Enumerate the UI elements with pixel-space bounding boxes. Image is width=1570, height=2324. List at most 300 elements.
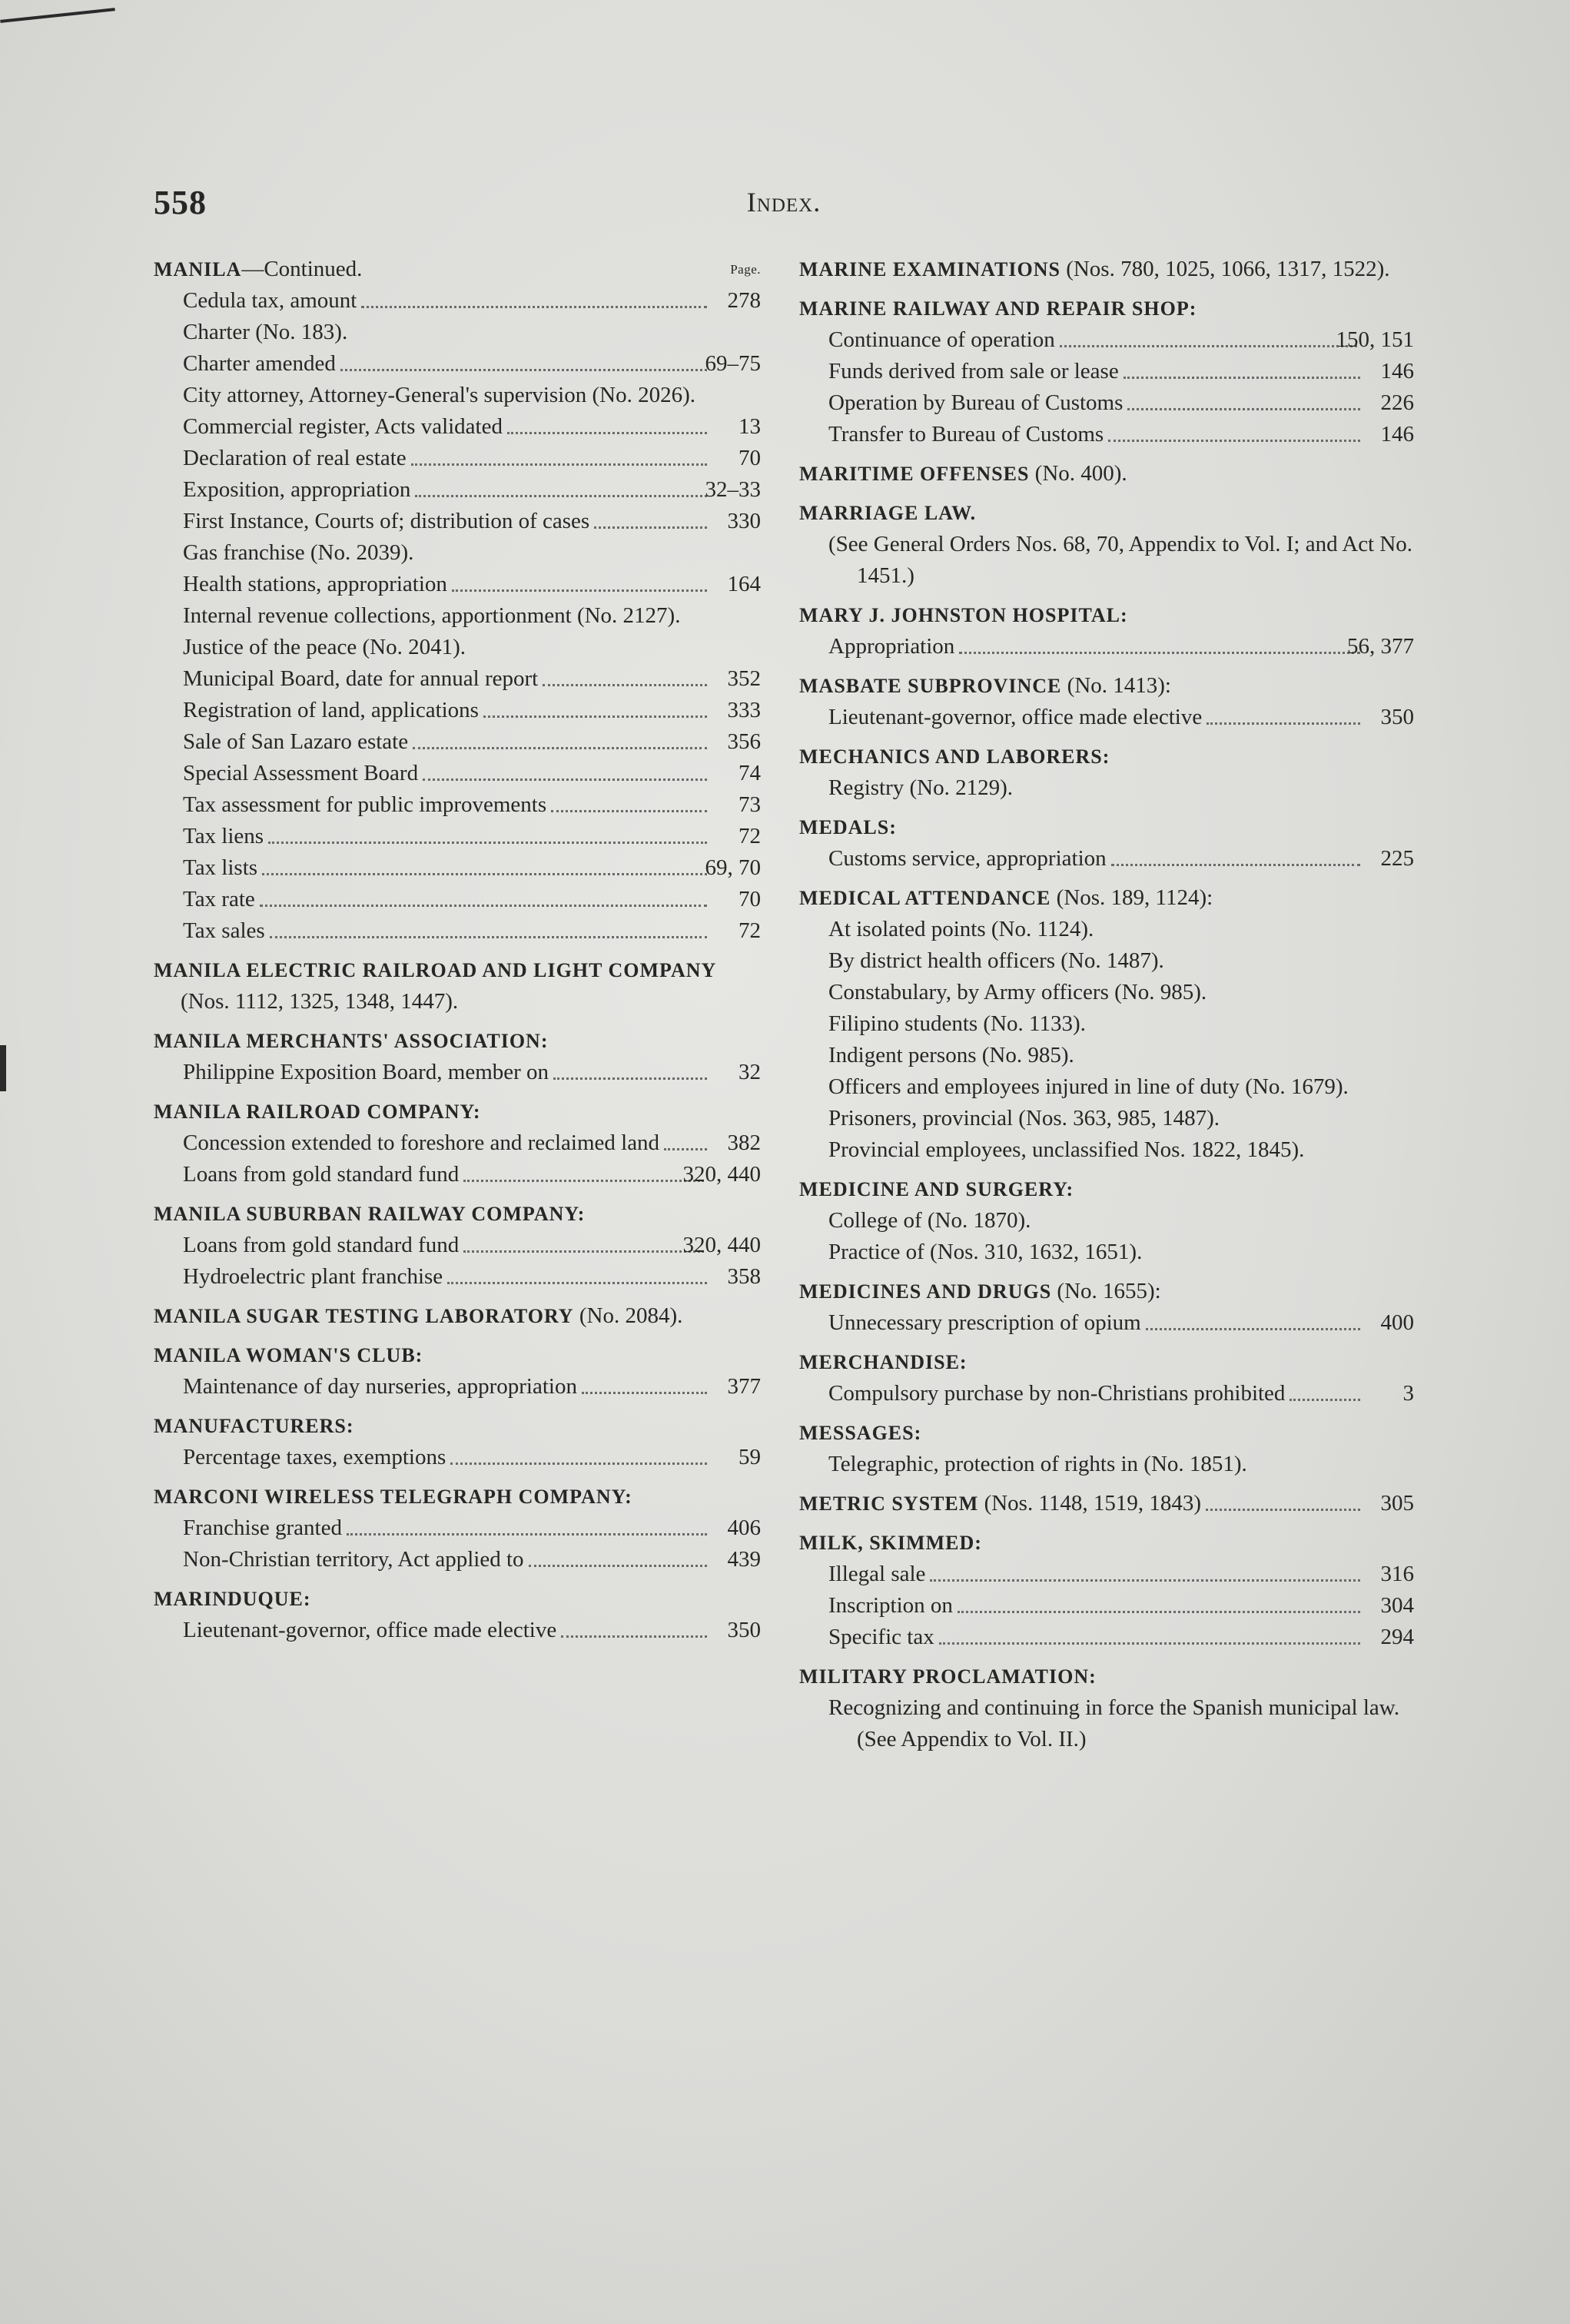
index-subentry [154, 285, 761, 317]
heading-title: MARITIME OFFENSES [799, 463, 1030, 485]
subentry-text: Internal revenue collections, apportionment (No. 2127). [183, 603, 681, 628]
index-subentry [154, 789, 761, 821]
subentry-text: Exposition, appropriation [183, 477, 411, 502]
index-heading [154, 1300, 761, 1332]
index-column-left [154, 254, 761, 1654]
subentry-text: Hydroelectric plant franchise [183, 1264, 443, 1289]
index-subentry [799, 1590, 1414, 1622]
index-subentry [154, 695, 761, 726]
subentry-text: Indigent persons (No. 985). [828, 1043, 1074, 1067]
heading-text [799, 1177, 1074, 1201]
index-subentry [154, 1261, 761, 1293]
index-heading [799, 1276, 1414, 1339]
heading-title: MARINE EXAMINATIONS [799, 258, 1060, 281]
index-subentry [154, 1512, 761, 1544]
heading-title: MEDICINES AND DRUGS [799, 1280, 1052, 1303]
subentry-text: Cedula tax, amount [183, 288, 357, 313]
subentry-text: Lieutenant-governor, office made elective [183, 1618, 557, 1642]
page-ref: 13 [739, 414, 761, 439]
page-ref: 146 [1380, 359, 1414, 383]
leader-dots [1111, 863, 1360, 866]
page-ref: 56, 377 [1347, 634, 1414, 659]
index-subentry [154, 821, 761, 852]
page-ref: 356 [727, 729, 761, 754]
heading-title: MARY J. JOHNSTON HOSPITAL: [799, 604, 1128, 626]
page-ref: 70 [739, 887, 761, 911]
leader-dots [361, 305, 707, 308]
heading-text [154, 1028, 548, 1053]
page-ref: 333 [727, 698, 761, 722]
heading-line [799, 599, 1414, 631]
subentry-text: Commercial register, Acts validated [183, 414, 503, 439]
index-subentry [154, 506, 761, 537]
page-ref: 3 [1402, 1381, 1414, 1406]
index-subentry [799, 1134, 1414, 1166]
leader-dots [553, 1077, 707, 1080]
heading-title: MARRIAGE LAW. [799, 502, 977, 524]
heading-line [154, 1300, 761, 1332]
heading-line [799, 1276, 1414, 1307]
heading-title: MESSAGES: [799, 1422, 922, 1444]
page-ref: 304 [1380, 1593, 1414, 1618]
heading-line [154, 1481, 761, 1512]
heading-text [799, 885, 1213, 910]
leader-dots [340, 368, 707, 371]
subentry-text: Appropriation [828, 634, 955, 659]
heading-text [154, 958, 716, 1014]
heading-line [799, 1346, 1414, 1378]
index-subentry [154, 380, 761, 411]
index-heading [799, 670, 1414, 733]
leader-dots [1060, 344, 1357, 347]
subentry-text: Customs service, appropriation [828, 846, 1107, 871]
index-subentry [799, 419, 1414, 450]
leader-dots [930, 1579, 1360, 1582]
continued-suffix: —Continued. [241, 257, 363, 281]
index-heading [154, 1410, 761, 1473]
page-ref: 72 [739, 824, 761, 848]
heading-text [799, 673, 1171, 698]
index-subentry [799, 387, 1414, 419]
leader-dots [959, 651, 1360, 654]
leader-dots [413, 746, 707, 749]
leader-dots [423, 778, 707, 781]
heading-title: MILK, SKIMMED: [799, 1532, 982, 1554]
leader-dots [1146, 1327, 1360, 1330]
index-subentry [154, 852, 761, 884]
index-subentry [799, 702, 1414, 733]
heading-text [799, 744, 1110, 769]
page-ref: 69–75 [705, 351, 761, 376]
heading-line [799, 1488, 1414, 1519]
page-ref: 352 [727, 666, 761, 691]
leader-dots [561, 1635, 707, 1638]
page-ref: 69, 70 [705, 855, 761, 880]
subentry-text: Tax assessment for public improvements [183, 792, 547, 817]
heading-text [154, 1586, 311, 1611]
heading-line [799, 497, 1414, 529]
leader-dots [594, 526, 707, 529]
heading-title: MERCHANDISE: [799, 1351, 968, 1373]
subentry-text: Maintenance of day nurseries, appropriation [183, 1374, 577, 1399]
heading-act-ref: (Nos. 1148, 1519, 1843) [984, 1491, 1202, 1516]
index-subentry [154, 569, 761, 600]
index-heading [154, 1096, 761, 1190]
leader-dots [1124, 376, 1360, 379]
subentry-text: Percentage taxes, exemptions [183, 1445, 446, 1469]
page-ref: 320, 440 [682, 1233, 761, 1257]
index-subentry [799, 914, 1414, 945]
heading-line [799, 812, 1414, 843]
heading-text [799, 257, 1389, 281]
page-ref: 400 [1380, 1310, 1414, 1335]
page-ref: 406 [727, 1516, 761, 1540]
heading-line [799, 882, 1414, 914]
subentry-text: Constabulary, by Army officers (No. 985). [828, 980, 1207, 1004]
leader-dots [463, 1250, 703, 1253]
index-subentry [154, 1544, 761, 1575]
heading-line [799, 1417, 1414, 1449]
subentry-text: Operation by Bureau of Customs [828, 390, 1124, 415]
heading-line [799, 1174, 1414, 1205]
page-ref: 225 [1380, 846, 1414, 871]
index-subentry [154, 537, 761, 569]
heading-title: MILITARY PROCLAMATION: [799, 1665, 1097, 1688]
index-subentry [154, 1371, 761, 1403]
heading-line [799, 293, 1414, 324]
index-subentry [799, 977, 1414, 1008]
leader-dots [1206, 1508, 1360, 1511]
subentry-text: Declaration of real estate [183, 446, 407, 470]
heading-line [154, 1340, 761, 1371]
page-ref: 382 [727, 1130, 761, 1155]
heading-line [799, 1661, 1414, 1692]
index-subentry [799, 772, 1414, 804]
page-ref: 330 [727, 509, 761, 533]
leader-dots [447, 1281, 707, 1284]
heading-text [154, 1413, 354, 1438]
index-subentry [154, 632, 761, 663]
heading-act-ref: (No. 1413): [1067, 673, 1171, 698]
leader-dots [1108, 439, 1360, 442]
leader-dots [1127, 407, 1360, 410]
leader-dots [507, 431, 707, 434]
page-ref: 226 [1380, 390, 1414, 415]
heading-text [154, 1484, 632, 1509]
leader-dots [450, 1462, 707, 1465]
index-subentry [154, 1127, 761, 1159]
leader-dots [262, 872, 707, 875]
heading-line [799, 670, 1414, 702]
leader-dots [1207, 722, 1360, 725]
subentry-text: Loans from gold standard fund [183, 1233, 460, 1257]
heading-title: MARINE RAILWAY AND REPAIR SHOP: [799, 297, 1197, 320]
heading-act-ref: (Nos. 1112, 1325, 1348, 1447). [181, 989, 459, 1014]
subentry-text: Tax liens [183, 824, 264, 848]
leader-dots [260, 904, 707, 907]
heading-title: MEDICINE AND SURGERY: [799, 1178, 1074, 1200]
index-heading [799, 812, 1414, 875]
index-subentry [154, 443, 761, 474]
heading-act-ref: (Nos. 780, 1025, 1066, 1317, 1522). [1066, 257, 1390, 281]
subentry-text: College of (No. 1870). [828, 1208, 1031, 1233]
subentry-text: Franchise granted [183, 1516, 342, 1540]
page-ref: 146 [1380, 422, 1414, 447]
subentry-text: Tax lists [183, 855, 258, 880]
index-heading [799, 599, 1414, 662]
subentry-text: Registry (No. 2129). [828, 775, 1014, 800]
heading-title: MANILA ELECTRIC RAILROAD AND LIGHT COMPANY [154, 959, 717, 981]
index-subentry [154, 884, 761, 915]
leader-dots [268, 841, 707, 844]
heading-text [154, 1343, 423, 1367]
page-ref: 358 [727, 1264, 761, 1289]
subentry-text: Inscription on [828, 1593, 953, 1618]
leader-dots [958, 1610, 1360, 1613]
index-subentry [799, 356, 1414, 387]
heading-text [799, 296, 1197, 320]
index-heading [799, 1174, 1414, 1268]
index-subentry [799, 631, 1414, 662]
index-subentry [799, 1307, 1414, 1339]
index-subentry [154, 915, 761, 947]
index-heading [154, 1025, 761, 1088]
leader-dots [529, 1564, 708, 1567]
index-subentry [154, 1230, 761, 1261]
leader-dots [582, 1391, 707, 1394]
index-heading [799, 1417, 1414, 1480]
index-subentry [154, 663, 761, 695]
heading-text [154, 1099, 481, 1124]
leader-dots [483, 715, 707, 718]
index-subentry [154, 758, 761, 789]
index-subentry [799, 1103, 1414, 1134]
scan-corner-mark [0, 8, 115, 23]
subentry-text: Recognizing and continuing in force the Spanish municipal law. (See Appendix to Vol. II.) [828, 1695, 1400, 1751]
index-heading [799, 1527, 1414, 1653]
index-subentry [799, 1008, 1414, 1040]
heading-act-ref: (Nos. 189, 1124): [1056, 885, 1213, 910]
index-heading [799, 1488, 1414, 1519]
page-ref: 164 [727, 572, 761, 596]
heading-title: MECHANICS AND LABORERS: [799, 745, 1110, 768]
page-ref: 59 [739, 1445, 761, 1469]
page-ref: 377 [727, 1374, 761, 1399]
subentry-text: Gas franchise (No. 2039). [183, 540, 414, 565]
heading-text [799, 1420, 921, 1445]
heading-title: MANILA SUGAR TESTING LABORATORY [154, 1305, 574, 1327]
heading-text [799, 1530, 982, 1555]
heading-text [799, 1279, 1161, 1303]
subentry-text: Specific tax [828, 1625, 934, 1649]
heading-text [799, 603, 1128, 627]
subentry-text: Special Assessment Board [183, 761, 419, 785]
heading-text [154, 1303, 682, 1328]
subentry-text: Philippine Exposition Board, member on [183, 1060, 549, 1084]
index-subentry [154, 317, 761, 348]
heading-title: MANILA SUBURBAN RAILWAY COMPANY: [154, 1203, 586, 1225]
heading-line [154, 1410, 761, 1442]
heading-line [154, 1096, 761, 1127]
heading-text [799, 500, 976, 525]
index-subentry [799, 1622, 1414, 1653]
index-heading [799, 1346, 1414, 1409]
subentry-text: Filipino students (No. 1133). [828, 1011, 1086, 1036]
page-ref: 439 [727, 1547, 761, 1572]
heading-line [799, 458, 1414, 490]
index-subentry [154, 600, 761, 632]
heading-title: MANILA MERCHANTS' ASSOCIATION: [154, 1030, 549, 1052]
index-subentry [799, 1378, 1414, 1409]
leader-dots [415, 494, 707, 497]
subentry-text: City attorney, Attorney-General's supervision (No. 2026). [183, 383, 695, 407]
leader-dots [347, 1532, 707, 1536]
subentry-text: At isolated points (No. 1124). [828, 917, 1094, 941]
page-column-label: Page. [730, 262, 761, 277]
subentry-text: Charter amended [183, 351, 336, 376]
heading-title: MEDALS: [799, 816, 897, 838]
leader-dots [452, 589, 707, 592]
index-subentry [799, 529, 1414, 592]
index-subentry [154, 411, 761, 443]
leader-dots [411, 463, 707, 466]
heading-title: MARINDUQUE: [154, 1588, 311, 1610]
leader-dots [270, 935, 707, 938]
index-subentry [154, 348, 761, 380]
subentry-text: Loans from gold standard fund [183, 1162, 460, 1187]
subentry-text: Continuance of operation [828, 327, 1055, 352]
index-heading [799, 254, 1414, 285]
index-subentry [799, 1559, 1414, 1590]
heading-text [799, 1664, 1097, 1688]
subentry-text: Officers and employees injured in line of duty (No. 1679). [828, 1074, 1349, 1099]
heading-title: MANILA RAILROAD COMPANY: [154, 1101, 481, 1123]
subentry-text: (See General Orders Nos. 68, 70, Appendix to Vol. I; and Act No. 1451.) [828, 532, 1413, 588]
continued-heading: MANILA [154, 258, 242, 281]
subentry-text: Non-Christian territory, Act applied to [183, 1547, 524, 1572]
subentry-text: Lieutenant-governor, office made elective [828, 705, 1203, 729]
index-subentry [799, 1237, 1414, 1268]
heading-text [154, 1201, 585, 1226]
index-heading [154, 1481, 761, 1575]
index-heading [799, 458, 1414, 490]
subentry-text: Justice of the peace (No. 2041). [183, 635, 466, 659]
subentry-text: Prisoners, provincial (Nos. 363, 985, 1487). [828, 1106, 1220, 1130]
page-ref: 70 [739, 446, 761, 470]
heading-line [799, 741, 1414, 772]
subentry-text: Transfer to Bureau of Customs [828, 422, 1104, 447]
heading-list [799, 254, 1414, 1755]
index-subentry [154, 1159, 761, 1190]
page-ref: 32–33 [705, 477, 761, 502]
index-heading [799, 293, 1414, 450]
heading-title: MANILA WOMAN'S CLUB: [154, 1344, 423, 1366]
subentry-text: Health stations, appropriation [183, 572, 447, 596]
index-heading [799, 882, 1414, 1166]
subentry-text: Practice of (Nos. 310, 1632, 1651). [828, 1240, 1143, 1264]
heading-line [154, 954, 761, 1018]
page-ref: 294 [1380, 1625, 1414, 1649]
index-heading [154, 1198, 761, 1293]
index-subentry [154, 726, 761, 758]
page-header [154, 183, 1414, 229]
subentry-text: Charter (No. 183). [183, 320, 348, 344]
page-number: 558 [154, 184, 207, 221]
index-heading [154, 954, 761, 1018]
leader-dots [543, 683, 707, 686]
heading-line [154, 1198, 761, 1230]
index-subentry [799, 1071, 1414, 1103]
index-subentry [799, 1449, 1414, 1480]
heading-title: MEDICAL ATTENDANCE [799, 887, 1051, 909]
index-subentry [799, 1040, 1414, 1071]
index-heading [799, 497, 1414, 592]
heading-line [154, 1583, 761, 1615]
index-subentry [799, 324, 1414, 356]
heading-text [799, 815, 897, 839]
index-heading [799, 1661, 1414, 1755]
heading-line [799, 254, 1414, 285]
continued-subentries [154, 285, 761, 947]
page-ref: 73 [739, 792, 761, 817]
index-subentry [154, 1057, 761, 1088]
heading-list [154, 954, 761, 1646]
page-ref: 278 [727, 288, 761, 313]
page-ref: 150, 151 [1336, 327, 1414, 352]
heading-title: METRIC SYSTEM [799, 1492, 979, 1515]
subentry-text: Concession extended to foreshore and reclaimed land [183, 1130, 660, 1155]
heading-title: MANUFACTURERS: [154, 1415, 354, 1437]
subentry-text: Illegal sale [828, 1562, 926, 1586]
page-ref: 350 [1380, 705, 1414, 729]
subentry-text: Funds derived from sale or lease [828, 359, 1119, 383]
subentry-text: Sale of San Lazaro estate [183, 729, 409, 754]
subentry-text: Unnecessary prescription of opium [828, 1310, 1141, 1335]
page-ref: 305 [1380, 1491, 1414, 1516]
page-ref: 72 [739, 918, 761, 943]
subentry-text: Compulsory purchase by non-Christians prohibited [828, 1381, 1286, 1406]
leader-dots [551, 809, 707, 812]
subentry-text: Municipal Board, date for annual report [183, 666, 539, 691]
leader-dots [664, 1147, 707, 1150]
index-subentry [154, 474, 761, 506]
leader-dots [939, 1642, 1360, 1645]
page-ref: 32 [739, 1060, 761, 1084]
heading-act-ref: (No. 1655): [1057, 1279, 1161, 1303]
heading-line [154, 1025, 761, 1057]
heading-text [799, 461, 1127, 486]
leader-dots [463, 1179, 703, 1182]
subentry-text: By district health officers (No. 1487). [828, 948, 1164, 973]
heading-act-ref: (No. 400). [1034, 461, 1127, 486]
page-ref: 74 [739, 761, 761, 785]
heading-title: MARCONI WIRELESS TELEGRAPH COMPANY: [154, 1486, 632, 1508]
index-subentry [799, 1692, 1414, 1755]
index-subentry [799, 1205, 1414, 1237]
leader-dots [1290, 1398, 1360, 1401]
heading-text [799, 1350, 968, 1374]
page-ref: 350 [727, 1618, 761, 1642]
scan-edge-mark [0, 1045, 6, 1091]
subentry-text: Tax sales [183, 918, 265, 943]
subentry-text: Tax rate [183, 887, 255, 911]
index-heading [799, 741, 1414, 804]
heading-act-ref: (No. 2084). [579, 1303, 683, 1328]
index-subentry [799, 843, 1414, 875]
page-title: Index. [746, 187, 822, 217]
page-ref: 316 [1380, 1562, 1414, 1586]
subentry-text: Telegraphic, protection of rights in (No. 1851). [828, 1452, 1247, 1476]
